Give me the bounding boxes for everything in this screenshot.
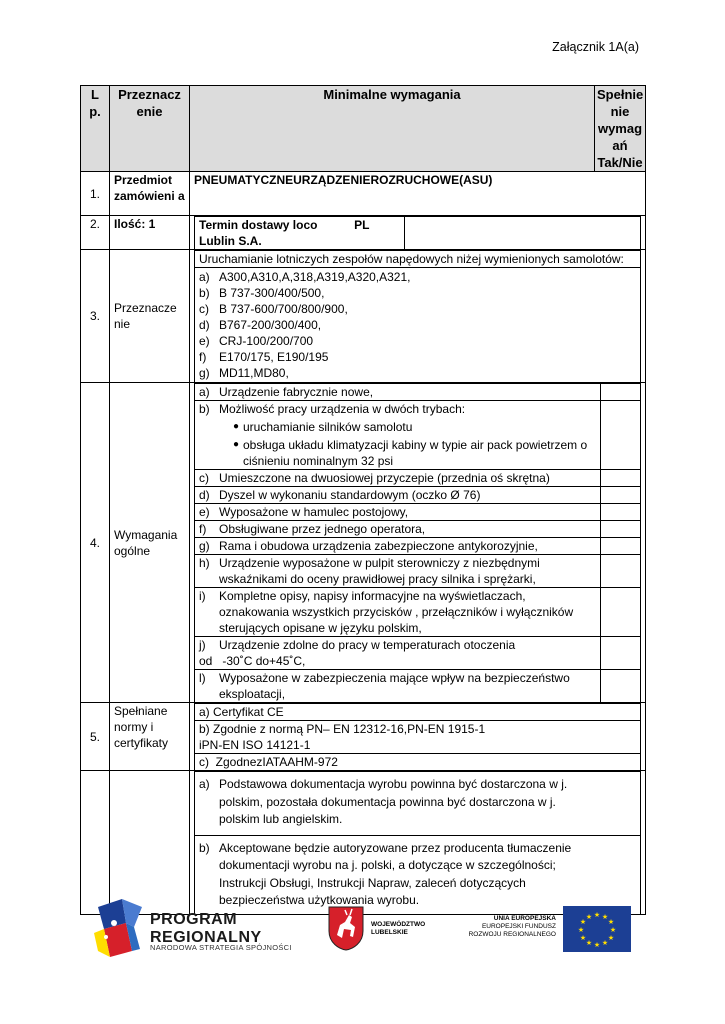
attachment-label: Załącznik 1A(a) bbox=[552, 40, 639, 54]
compliance-cell[interactable] bbox=[601, 504, 641, 521]
footer-logos bbox=[0, 893, 725, 963]
list-item: a) A300,A310,A,318,A319,A320,A321, bbox=[199, 270, 411, 284]
requirement-continuation: wskaźnikami do oceny prawidłowej pracy silnika i sprężarki, bbox=[219, 572, 536, 586]
list-item: b) B 737-300/400/500, bbox=[199, 286, 325, 300]
compliance-cell[interactable] bbox=[601, 401, 641, 470]
documentation-item: b) Akceptowane będzie autoryzowane przez producenta tłumaczenie dokumentacji wyrobu na j. polski, a dotyczące w szczególności; Instrukcji Obsługi, Instrukcji Napraw, zaleceń dotyczących bezpieczeństwa użytkowania wyrobu. bbox=[195, 835, 641, 914]
svg-text:★: ★ bbox=[585, 939, 593, 947]
table-row-standards bbox=[81, 703, 646, 771]
compliance-cell[interactable] bbox=[601, 384, 641, 401]
table-row-subject bbox=[81, 172, 646, 216]
svg-text:★: ★ bbox=[585, 913, 593, 921]
program-regionalny-emblem-icon bbox=[92, 893, 148, 963]
header-purpose: Przeznacz enie bbox=[110, 86, 190, 172]
voivodeship-name: WOJEWÓDZTWO LUBELSKIE bbox=[371, 921, 426, 936]
requirement-item: h) Urządzenie wyposażone w pulpit sterowniczy z niezbędnymi bbox=[199, 556, 540, 570]
row-number: 3. bbox=[81, 250, 110, 383]
row-number: 5. bbox=[81, 703, 110, 771]
program-regionalny-logo bbox=[92, 893, 302, 963]
eu-logo bbox=[460, 906, 632, 952]
list-item: c) B 737-600/700/800/900, bbox=[199, 302, 348, 316]
svg-text:★: ★ bbox=[601, 913, 609, 921]
lubelskie-logo bbox=[327, 905, 442, 955]
table-row-quantity bbox=[81, 216, 646, 250]
header-lp: L p. bbox=[81, 86, 110, 172]
requirement-continuation: oznakowania wszystkich przycisków , przełączników i wyłączników bbox=[219, 605, 574, 619]
requirements-table bbox=[80, 85, 646, 915]
svg-text:★: ★ bbox=[593, 941, 601, 949]
list-item: d) B767-200/300/400, bbox=[199, 318, 322, 332]
requirement-item: j) Urządzenie zdolne do pracy w temperaturach otoczenia bbox=[199, 638, 516, 652]
compliance-cell[interactable] bbox=[601, 588, 641, 637]
purpose-intro: Uruchamianie lotniczych zespołów napędowych niżej wymienionych samolotów: bbox=[195, 251, 641, 268]
standard-item: b) Zgodnie z normą PN– EN 12312-16,PN-EN 1915-1 iPN-EN ISO 14121-1 bbox=[195, 721, 641, 754]
delivery-term bbox=[195, 217, 405, 250]
svg-text:★: ★ bbox=[609, 926, 617, 934]
standards-cell bbox=[190, 703, 646, 771]
aircraft-list bbox=[195, 268, 641, 383]
svg-text:★: ★ bbox=[579, 934, 587, 942]
compliance-cell[interactable] bbox=[601, 555, 641, 588]
requirement-continuation: od -30˚C do+45˚C, bbox=[199, 654, 306, 668]
requirement-continuation: eksploatacji, bbox=[219, 687, 286, 701]
compliance-cell[interactable] bbox=[601, 487, 641, 504]
bullet-continuation: ciśnieniu nominalnym 32 psi bbox=[243, 454, 394, 468]
compliance-cell[interactable] bbox=[601, 670, 641, 703]
row-label: Wymagania ogólne bbox=[110, 383, 190, 703]
documentation-item: a) Podstawowa dokumentacja wyrobu powinna być dostarczona w j. polskim, pozostała dokumentacja powinna być dostarczona w j. polskim lub angielskim. bbox=[195, 772, 641, 836]
compliance-cell[interactable] bbox=[601, 637, 641, 670]
header-compliance: Spełnie nie wymag ań Tak/Nie bbox=[595, 86, 646, 172]
row-number: 4. bbox=[81, 383, 110, 703]
bullet-item: ● obsługa układu klimatyzacji kabiny w typie air pack powietrzem o bbox=[233, 438, 588, 452]
requirement-item: l) Wyposażone w zabezpieczenia mające wpływ na bezpieczeństwo bbox=[199, 671, 570, 685]
requirement-item: e) Wyposażone w hamulec postojowy, bbox=[199, 505, 409, 519]
subject-value: PNEUMATYCZNEURZĄDZENIEROZRUCHOWE(ASU) bbox=[190, 172, 646, 216]
delivery-cell bbox=[190, 216, 646, 250]
svg-text:★: ★ bbox=[579, 918, 587, 926]
compliance-cell[interactable] bbox=[601, 521, 641, 538]
standard-item: c) ZgodnezIATAAHM-972 bbox=[195, 754, 641, 771]
compliance-cell[interactable] bbox=[601, 538, 641, 555]
row-number: 2. bbox=[81, 216, 110, 250]
table-row-purpose bbox=[81, 250, 646, 383]
delivery-line: Termin dostawy loco PL bbox=[199, 218, 370, 232]
table-header-row bbox=[81, 86, 646, 172]
requirement-item: c) Umieszczone na dwuosiowej przyczepie (przednia oś skrętna) bbox=[199, 471, 550, 485]
bullet-item: ● uruchamianie silników samolotu bbox=[233, 420, 413, 434]
program-title: PROGRAM REGIONALNY bbox=[150, 911, 262, 946]
svg-text:★: ★ bbox=[593, 911, 601, 919]
general-requirements-cell bbox=[190, 383, 646, 703]
compliance-cell[interactable] bbox=[405, 217, 641, 250]
aircraft-list-cell bbox=[190, 250, 646, 383]
list-item: g) MD11,MD80, bbox=[199, 366, 289, 380]
program-subtitle: NARODOWA STRATEGIA SPÓJNOŚCI bbox=[150, 943, 292, 952]
row-label: Przedmiot zamówieni a bbox=[110, 172, 190, 216]
requirement-item: f) Obsługiwane przez jednego operatora, bbox=[199, 522, 426, 536]
standard-item: a) Certyfikat CE bbox=[195, 704, 641, 721]
row-number: 1. bbox=[81, 172, 110, 216]
requirement-item: a) Urządzenie fabrycznie nowe, bbox=[199, 385, 374, 399]
requirement-continuation: sterujących opisane w języku polskim, bbox=[219, 621, 422, 635]
row-label: Spełniane normy i certyfikaty bbox=[110, 703, 190, 771]
eu-flag-icon bbox=[563, 906, 631, 952]
row-label: Ilość: 1 bbox=[110, 216, 190, 250]
requirement-item: d) Dyszel w wykonaniu standardowym (oczko Ø 76) bbox=[199, 488, 481, 502]
requirement-item: b) Możliwość pracy urządzenia w dwóch trybach: bbox=[199, 402, 466, 416]
requirement-item: g) Rama i obudowa urządzenia zabezpieczone antykorozyjnie, bbox=[199, 539, 538, 553]
table-row-general bbox=[81, 383, 646, 703]
row-label: Przeznacze nie bbox=[110, 250, 190, 383]
compliance-cell[interactable] bbox=[601, 470, 641, 487]
requirement-item: i) Kompletne opisy, napisy informacyjne na wyświetlaczach, bbox=[199, 589, 526, 603]
svg-text:★: ★ bbox=[607, 934, 615, 942]
header-requirements: Minimalne wymagania bbox=[190, 86, 595, 172]
list-item: f) E170/175, E190/195 bbox=[199, 350, 329, 364]
delivery-line: Lublin S.A. bbox=[199, 234, 262, 248]
svg-text:★: ★ bbox=[577, 926, 585, 934]
lubelskie-coat-of-arms-icon bbox=[327, 905, 365, 951]
list-item: e) CRJ-100/200/700 bbox=[199, 334, 314, 348]
svg-text:★: ★ bbox=[601, 939, 609, 947]
svg-text:★: ★ bbox=[607, 918, 615, 926]
eu-fund-text: UNIA EUROPEJSKA EUROPEJSKI FUNDUSZ ROZWOJU REGIONALNEGO bbox=[468, 915, 556, 938]
